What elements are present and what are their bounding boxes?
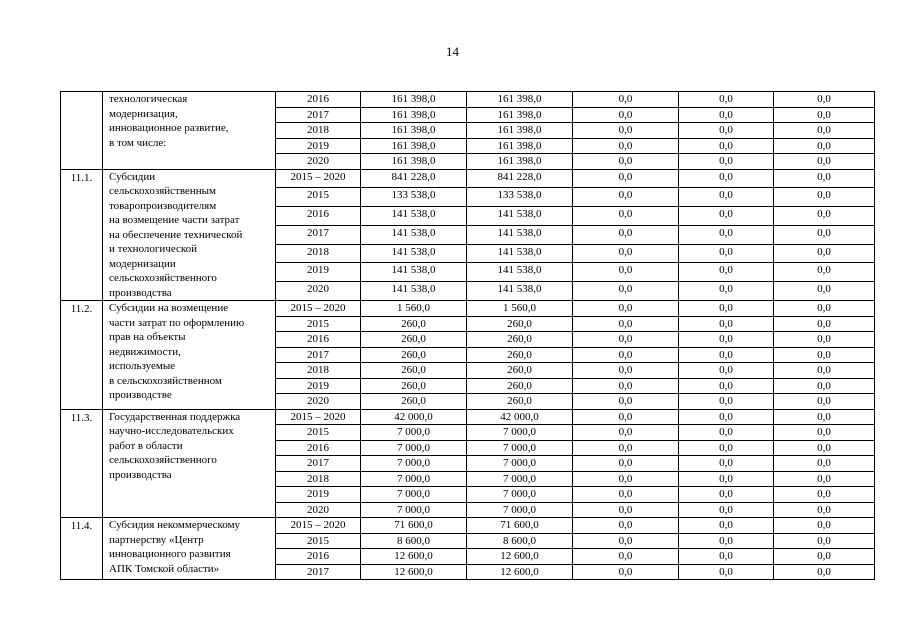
period-cell: 2016: [276, 440, 361, 456]
value-cell: 0,0: [573, 138, 679, 154]
value-cell: 0,0: [679, 471, 774, 487]
value-cell: 0,0: [679, 282, 774, 301]
value-cell: 0,0: [774, 282, 875, 301]
value-cell: 0,0: [679, 347, 774, 363]
value-cell: 0,0: [573, 533, 679, 549]
regional-budget-cell: 1 560,0: [467, 301, 573, 317]
value-cell: 0,0: [774, 394, 875, 410]
section-index: 11.2.: [61, 301, 103, 410]
section-name: [103, 92, 276, 170]
value-cell: 0,0: [573, 188, 679, 207]
regional-budget-cell: 841 228,0: [467, 169, 573, 188]
section-name-line: АПК Томской области»: [109, 562, 220, 575]
section-name-line: на возмещение части затрат: [109, 214, 240, 226]
total-amount-cell: 7 000,0: [361, 471, 467, 487]
section-name-line: используемые: [109, 360, 176, 372]
total-amount-cell: 260,0: [361, 363, 467, 379]
value-cell: 0,0: [679, 138, 774, 154]
regional-budget-cell: 12 600,0: [467, 564, 573, 580]
section-name-line: Государственная поддержка: [109, 410, 241, 423]
regional-budget-cell: 161 398,0: [467, 138, 573, 154]
value-cell: 0,0: [679, 316, 774, 332]
value-cell: 0,0: [573, 207, 679, 226]
value-cell: 0,0: [679, 332, 774, 348]
section-name-line: сельскохозяйственным: [109, 185, 216, 197]
period-cell: 2017: [276, 456, 361, 472]
value-cell: 0,0: [573, 409, 679, 425]
value-cell: 0,0: [679, 394, 774, 410]
table-row: [61, 92, 875, 108]
section-name-line: научно-исследовательских: [109, 425, 234, 437]
section-index: [61, 92, 103, 170]
value-cell: 0,0: [774, 409, 875, 425]
period-cell: 2017: [276, 225, 361, 244]
period-cell: 2015: [276, 425, 361, 441]
value-cell: 0,0: [679, 188, 774, 207]
period-cell: 2020: [276, 502, 361, 518]
section-name-line: работ в области: [109, 439, 183, 452]
value-cell: 0,0: [679, 263, 774, 282]
section-name-line: технологическая: [109, 93, 188, 105]
budget-table-container: [60, 91, 875, 580]
period-cell: 2020: [276, 282, 361, 301]
section-name-line: модернизация,: [109, 107, 178, 120]
period-cell: 2018: [276, 363, 361, 379]
section-name-line: и технологической: [109, 243, 198, 255]
regional-budget-cell: 42 000,0: [467, 409, 573, 425]
regional-budget-cell: 260,0: [467, 363, 573, 379]
value-cell: 0,0: [679, 378, 774, 394]
budget-table-body: [61, 92, 875, 580]
value-cell: 0,0: [679, 502, 774, 518]
section-name-line: производстве: [109, 389, 172, 401]
value-cell: 0,0: [774, 502, 875, 518]
regional-budget-cell: 161 398,0: [467, 107, 573, 123]
value-cell: 0,0: [679, 363, 774, 379]
value-cell: 0,0: [774, 440, 875, 456]
value-cell: 0,0: [774, 549, 875, 565]
value-cell: 0,0: [573, 363, 679, 379]
total-amount-cell: 161 398,0: [361, 138, 467, 154]
value-cell: 0,0: [573, 301, 679, 317]
period-cell: 2020: [276, 394, 361, 410]
regional-budget-cell: 7 000,0: [467, 425, 573, 441]
value-cell: 0,0: [573, 425, 679, 441]
value-cell: 0,0: [679, 107, 774, 123]
value-cell: 0,0: [573, 487, 679, 503]
value-cell: 0,0: [774, 263, 875, 282]
period-cell: 2019: [276, 487, 361, 503]
section-index: 11.1.: [61, 169, 103, 301]
total-amount-cell: 7 000,0: [361, 425, 467, 441]
section-name-line: прав на объекты: [109, 331, 186, 343]
section-name-line: части затрат по оформлению: [109, 316, 245, 329]
value-cell: 0,0: [679, 549, 774, 565]
regional-budget-cell: 260,0: [467, 394, 573, 410]
section-name: [103, 409, 276, 518]
section-name-line: производства: [109, 286, 172, 299]
total-amount-cell: 1 560,0: [361, 301, 467, 317]
total-amount-cell: 260,0: [361, 347, 467, 363]
value-cell: 0,0: [774, 425, 875, 441]
section-name: [103, 518, 276, 580]
value-cell: 0,0: [774, 92, 875, 108]
value-cell: 0,0: [573, 394, 679, 410]
value-cell: 0,0: [774, 363, 875, 379]
total-amount-cell: 7 000,0: [361, 440, 467, 456]
regional-budget-cell: 7 000,0: [467, 487, 573, 503]
regional-budget-cell: 260,0: [467, 378, 573, 394]
value-cell: 0,0: [774, 301, 875, 317]
period-cell: 2016: [276, 332, 361, 348]
section-index: 11.4.: [61, 518, 103, 580]
section-name-line: на обеспечение технической: [109, 228, 243, 241]
total-amount-cell: 260,0: [361, 332, 467, 348]
regional-budget-cell: 141 538,0: [467, 225, 573, 244]
value-cell: 0,0: [774, 332, 875, 348]
period-cell: 2015: [276, 188, 361, 207]
period-cell: 2018: [276, 244, 361, 263]
value-cell: 0,0: [774, 378, 875, 394]
period-cell: 2015: [276, 533, 361, 549]
period-cell: 2019: [276, 263, 361, 282]
total-amount-cell: 7 000,0: [361, 456, 467, 472]
section-name-line: Субсидии на возмещение: [109, 302, 229, 314]
total-amount-cell: 12 600,0: [361, 564, 467, 580]
period-cell: 2020: [276, 154, 361, 170]
regional-budget-cell: 141 538,0: [467, 207, 573, 226]
value-cell: 0,0: [774, 138, 875, 154]
total-amount-cell: 141 538,0: [361, 282, 467, 301]
regional-budget-cell: 71 600,0: [467, 518, 573, 534]
value-cell: 0,0: [573, 263, 679, 282]
value-cell: 0,0: [774, 456, 875, 472]
regional-budget-cell: 12 600,0: [467, 549, 573, 565]
section-name-line: товаропроизводителям: [109, 199, 217, 212]
value-cell: 0,0: [679, 154, 774, 170]
value-cell: 0,0: [774, 316, 875, 332]
total-amount-cell: 12 600,0: [361, 549, 467, 565]
period-cell: 2018: [276, 471, 361, 487]
total-amount-cell: 141 538,0: [361, 207, 467, 226]
section-name: [103, 301, 276, 410]
budget-table: [60, 91, 875, 580]
section-name-line: модернизации: [109, 257, 176, 270]
value-cell: 0,0: [774, 564, 875, 580]
regional-budget-cell: 260,0: [467, 316, 573, 332]
value-cell: 0,0: [679, 92, 774, 108]
total-amount-cell: 161 398,0: [361, 107, 467, 123]
page-number: 14: [446, 44, 459, 59]
regional-budget-cell: 260,0: [467, 332, 573, 348]
table-row: [61, 301, 875, 317]
section-name-line: недвижимости,: [109, 345, 181, 358]
regional-budget-cell: 141 538,0: [467, 282, 573, 301]
value-cell: 0,0: [573, 471, 679, 487]
period-cell: 2017: [276, 107, 361, 123]
total-amount-cell: 141 538,0: [361, 263, 467, 282]
section-name-line: в сельскохозяйственном: [109, 374, 222, 387]
value-cell: 0,0: [679, 456, 774, 472]
period-cell: 2016: [276, 92, 361, 108]
value-cell: 0,0: [573, 502, 679, 518]
section-name-line: Субсидия некоммерческому: [109, 519, 241, 531]
regional-budget-cell: 7 000,0: [467, 502, 573, 518]
section-index: 11.3.: [61, 409, 103, 518]
value-cell: 0,0: [573, 440, 679, 456]
value-cell: 0,0: [679, 225, 774, 244]
section-name-line: сельскохозяйственного: [109, 454, 217, 466]
period-cell: 2019: [276, 138, 361, 154]
table-row: [61, 409, 875, 425]
value-cell: 0,0: [774, 471, 875, 487]
section-name-line: партнерству «Центр: [109, 533, 204, 546]
value-cell: 0,0: [774, 107, 875, 123]
value-cell: 0,0: [679, 564, 774, 580]
value-cell: 0,0: [774, 225, 875, 244]
total-amount-cell: 260,0: [361, 394, 467, 410]
value-cell: 0,0: [573, 123, 679, 139]
value-cell: 0,0: [573, 169, 679, 188]
total-amount-cell: 7 000,0: [361, 502, 467, 518]
section-name-line: Субсидии: [109, 170, 156, 183]
value-cell: 0,0: [679, 169, 774, 188]
value-cell: 0,0: [774, 169, 875, 188]
value-cell: 0,0: [573, 107, 679, 123]
period-cell: 2018: [276, 123, 361, 139]
value-cell: 0,0: [679, 123, 774, 139]
regional-budget-cell: 133 538,0: [467, 188, 573, 207]
value-cell: 0,0: [573, 378, 679, 394]
total-amount-cell: 7 000,0: [361, 487, 467, 503]
total-amount-cell: 71 600,0: [361, 518, 467, 534]
value-cell: 0,0: [573, 154, 679, 170]
period-cell: 2015 – 2020: [276, 409, 361, 425]
total-amount-cell: 133 538,0: [361, 188, 467, 207]
regional-budget-cell: 161 398,0: [467, 154, 573, 170]
section-name-line: инновационное развитие,: [109, 122, 229, 134]
period-cell: 2015 – 2020: [276, 518, 361, 534]
regional-budget-cell: 8 600,0: [467, 533, 573, 549]
total-amount-cell: 161 398,0: [361, 123, 467, 139]
value-cell: 0,0: [774, 533, 875, 549]
value-cell: 0,0: [679, 440, 774, 456]
regional-budget-cell: 260,0: [467, 347, 573, 363]
regional-budget-cell: 141 538,0: [467, 244, 573, 263]
total-amount-cell: 141 538,0: [361, 225, 467, 244]
period-cell: 2017: [276, 347, 361, 363]
value-cell: 0,0: [573, 316, 679, 332]
value-cell: 0,0: [573, 518, 679, 534]
value-cell: 0,0: [573, 92, 679, 108]
total-amount-cell: 161 398,0: [361, 92, 467, 108]
period-cell: 2016: [276, 207, 361, 226]
value-cell: 0,0: [679, 533, 774, 549]
value-cell: 0,0: [573, 456, 679, 472]
value-cell: 0,0: [774, 123, 875, 139]
section-name-line: в том числе:: [109, 136, 167, 149]
period-cell: 2019: [276, 378, 361, 394]
value-cell: 0,0: [679, 487, 774, 503]
section-name-line: сельскохозяйственного: [109, 272, 217, 284]
value-cell: 0,0: [679, 244, 774, 263]
value-cell: 0,0: [679, 301, 774, 317]
section-name: [103, 169, 276, 301]
regional-budget-cell: 161 398,0: [467, 92, 573, 108]
value-cell: 0,0: [573, 347, 679, 363]
period-cell: 2015 – 2020: [276, 301, 361, 317]
regional-budget-cell: 7 000,0: [467, 456, 573, 472]
table-row: [61, 518, 875, 534]
total-amount-cell: 141 538,0: [361, 244, 467, 263]
total-amount-cell: 841 228,0: [361, 169, 467, 188]
value-cell: 0,0: [573, 332, 679, 348]
value-cell: 0,0: [774, 154, 875, 170]
value-cell: 0,0: [573, 244, 679, 263]
value-cell: 0,0: [573, 564, 679, 580]
period-cell: 2015: [276, 316, 361, 332]
total-amount-cell: 8 600,0: [361, 533, 467, 549]
value-cell: 0,0: [679, 518, 774, 534]
regional-budget-cell: 141 538,0: [467, 263, 573, 282]
period-cell: 2016: [276, 549, 361, 565]
value-cell: 0,0: [774, 518, 875, 534]
regional-budget-cell: 7 000,0: [467, 471, 573, 487]
section-name-line: производства: [109, 468, 172, 481]
regional-budget-cell: 161 398,0: [467, 123, 573, 139]
total-amount-cell: 260,0: [361, 378, 467, 394]
value-cell: 0,0: [679, 425, 774, 441]
value-cell: 0,0: [573, 282, 679, 301]
value-cell: 0,0: [573, 549, 679, 565]
total-amount-cell: 161 398,0: [361, 154, 467, 170]
value-cell: 0,0: [774, 244, 875, 263]
value-cell: 0,0: [774, 487, 875, 503]
section-name-line: инновационного развития: [109, 548, 231, 560]
value-cell: 0,0: [679, 409, 774, 425]
total-amount-cell: 42 000,0: [361, 409, 467, 425]
value-cell: 0,0: [679, 207, 774, 226]
total-amount-cell: 260,0: [361, 316, 467, 332]
period-cell: 2015 – 2020: [276, 169, 361, 188]
table-row: [61, 169, 875, 188]
period-cell: 2017: [276, 564, 361, 580]
value-cell: 0,0: [774, 188, 875, 207]
regional-budget-cell: 7 000,0: [467, 440, 573, 456]
value-cell: 0,0: [573, 225, 679, 244]
value-cell: 0,0: [774, 207, 875, 226]
value-cell: 0,0: [774, 347, 875, 363]
